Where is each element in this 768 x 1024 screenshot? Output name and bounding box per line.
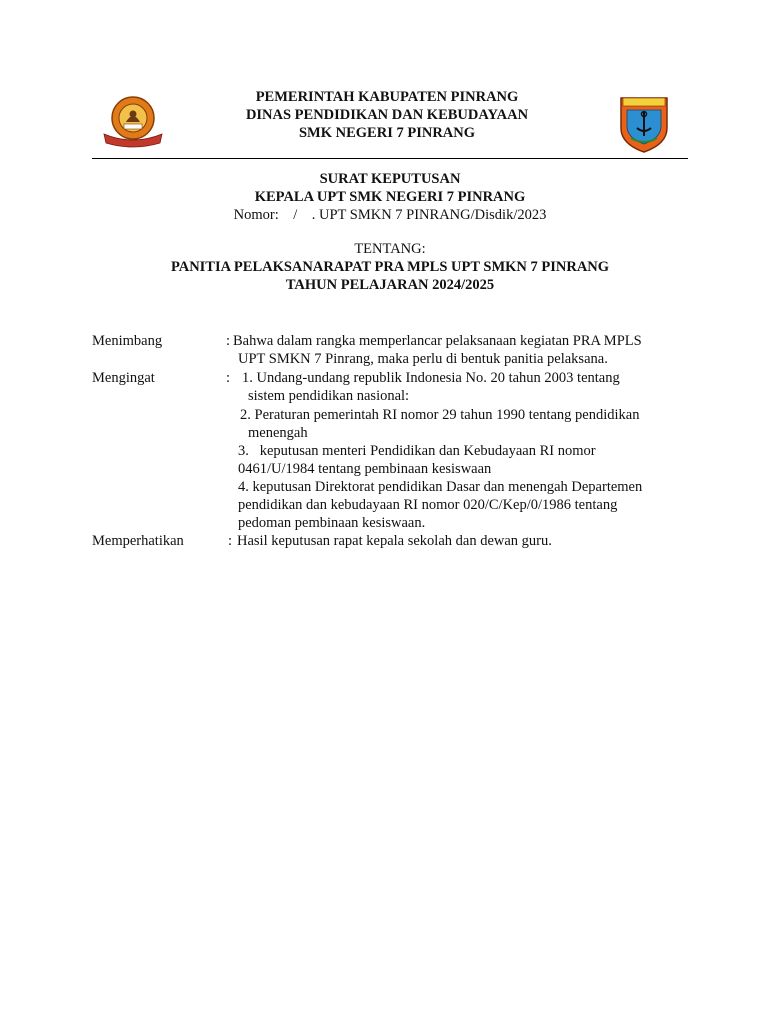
memperhatikan-label: Memperhatikan bbox=[92, 533, 184, 549]
mengingat-line-7: 4. keputusan Direktorat pendidikan Dasar dan menengah Departemen bbox=[238, 479, 643, 495]
mengingat-line-1: 1. Undang-undang republik Indonesia No. 20 tahun 2003 tentang bbox=[242, 370, 620, 386]
mengingat-colon: : bbox=[226, 370, 231, 386]
menimbang-line-2: UPT SMKN 7 Pinrang, maka perlu di bentuk panitia pelaksana. bbox=[238, 351, 608, 367]
decree-title-heading: SURAT KEPUTUSAN bbox=[319, 171, 461, 187]
letterhead-line-department: DINAS PENDIDIKAN DAN KEBUDAYAAN bbox=[245, 107, 529, 123]
menimbang-line-1: Bahwa dalam rangka memperlancar pelaksanaan kegiatan PRA MPLS bbox=[233, 333, 642, 349]
mengingat-line-8: pendidikan dan kebudayaan RI nomor 020/C/Kep/0/1986 tentang bbox=[238, 497, 618, 513]
decree-subject bbox=[92, 240, 688, 294]
subject-line-2: TAHUN PELAJARAN 2024/2025 bbox=[285, 277, 495, 293]
decree-title bbox=[92, 170, 688, 224]
mengingat-line-3: 2. Peraturan pemerintah RI nomor 29 tahun 1990 tentang pendidikan bbox=[240, 407, 640, 423]
mengingat-line-9: pedoman pembinaan kesiswaan. bbox=[238, 515, 426, 531]
mengingat-line-2: sistem pendidikan nasional: bbox=[248, 388, 410, 404]
letterhead bbox=[190, 88, 584, 142]
memperhatikan-colon: : bbox=[228, 533, 233, 549]
menimbang-label: Menimbang bbox=[92, 333, 163, 349]
mengingat-line-6: 0461/U/1984 tentang pembinaan kesiswaan bbox=[238, 461, 492, 477]
school-logo-icon bbox=[98, 94, 168, 150]
subject-line-1: PANITIA PELAKSANARAPAT PRA MPLS UPT SMKN 7 PINRANG bbox=[170, 259, 610, 275]
memperhatikan-text: Hasil keputusan rapat kepala sekolah dan dewan guru. bbox=[237, 533, 552, 549]
mengingat-line-5: 3. keputusan menteri Pendidikan dan Kebudayaan RI nomor bbox=[238, 443, 596, 459]
mengingat-label: Mengingat bbox=[92, 370, 155, 386]
regency-logo-icon bbox=[617, 94, 671, 154]
decree-number: Nomor: / . UPT SMKN 7 PINRANG/Disdik/2023 bbox=[233, 207, 547, 223]
subject-label: TENTANG: bbox=[354, 241, 426, 257]
mengingat-line-4: menengah bbox=[248, 425, 308, 441]
letterhead-line-government: PEMERINTAH KABUPATEN PINRANG bbox=[255, 89, 519, 105]
decree-title-issuer: KEPALA UPT SMK NEGERI 7 PINRANG bbox=[254, 189, 526, 205]
letterhead-divider bbox=[92, 158, 688, 159]
letterhead-line-school: SMK NEGERI 7 PINRANG bbox=[298, 125, 476, 141]
menimbang-colon: : bbox=[226, 333, 231, 349]
